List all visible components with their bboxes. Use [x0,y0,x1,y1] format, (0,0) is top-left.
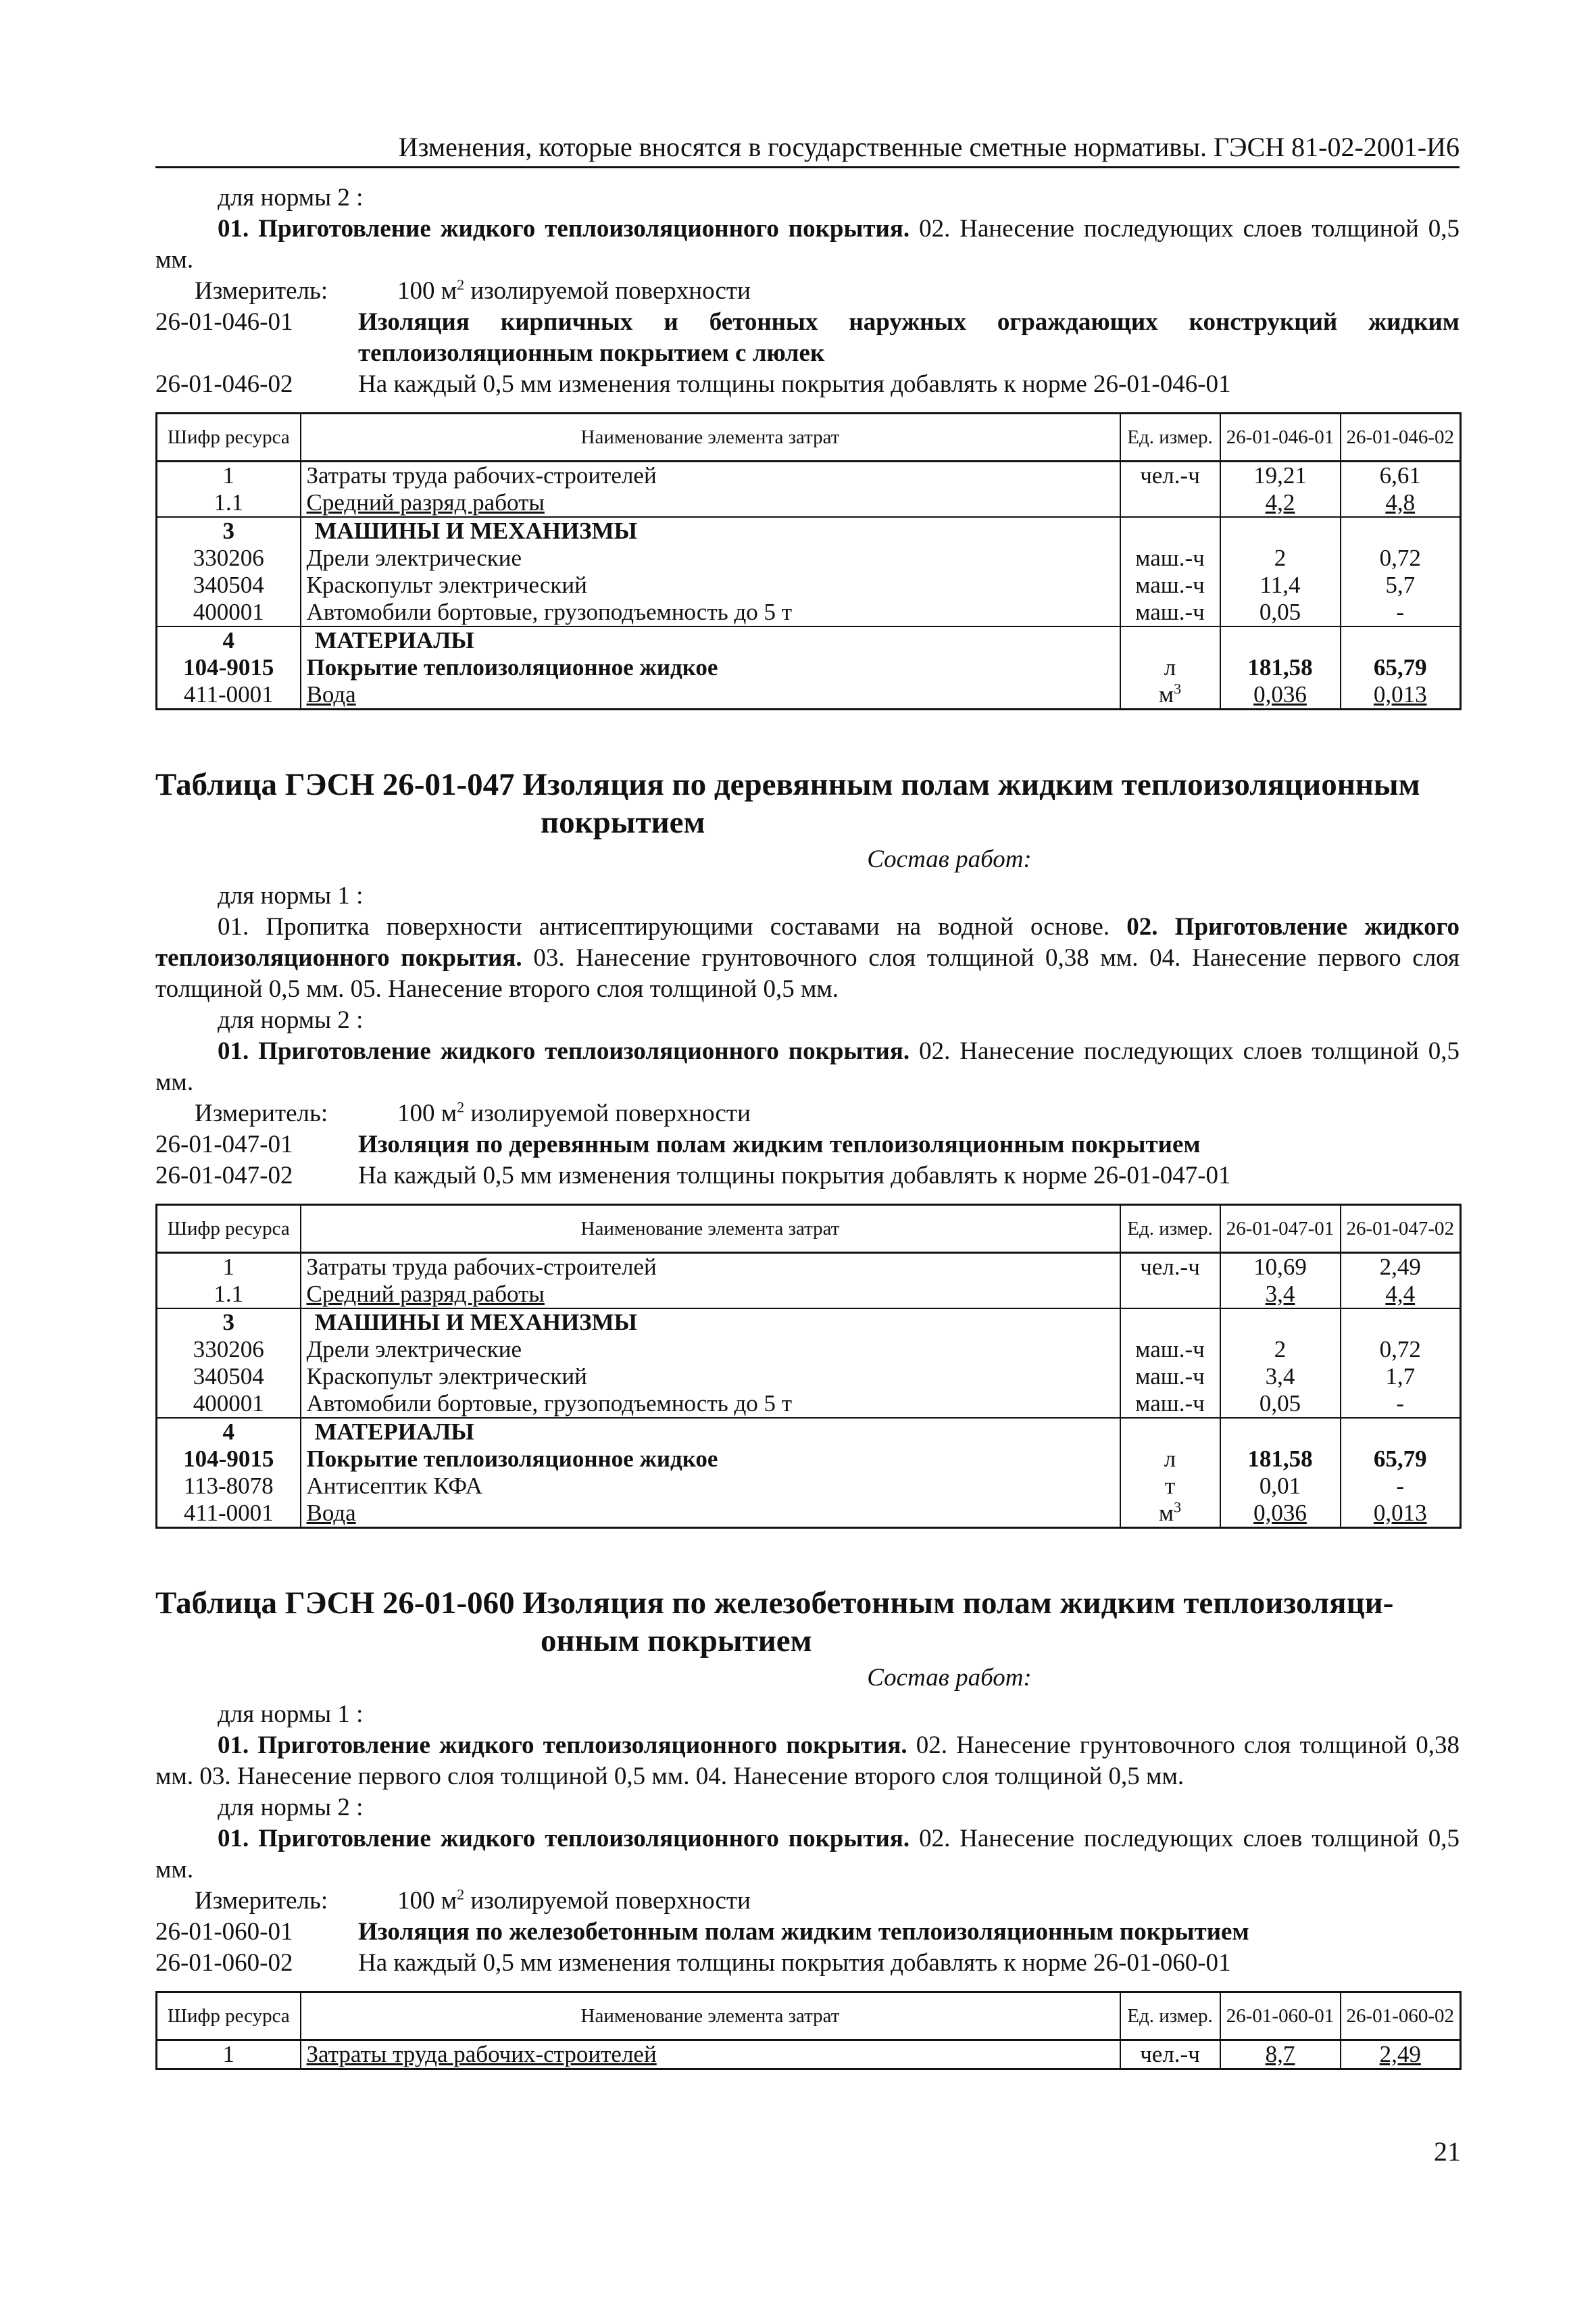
cell-unit-text: маш.-ч [1135,1390,1205,1417]
cell-norm-a [1220,2040,1341,2069]
col-header-unit: Ед. измер. [1120,414,1220,462]
cell-unit [1120,1446,1220,1473]
cell-norm-a-text: 2 [1274,545,1287,571]
norm-desc: На каждый 0,5 мм изменения толщины покрытия добавлять к норме 26-01-047-01 [358,1162,1231,1189]
cell-norm-a [1220,681,1341,710]
cell-unit [1120,1336,1220,1363]
cell-norm-b [1341,599,1461,626]
title-line2: покрытием [541,805,705,840]
cell-norm-b-text: 4,8 [1385,489,1416,516]
cell-code: 1 [157,462,301,490]
measurer [155,276,1460,307]
cell-name [301,545,1120,572]
cell-unit-sup: 3 [1174,1498,1182,1516]
cell-name-text: Дрели электрические [306,1336,522,1362]
cell-code: 113-8078 [157,1473,301,1500]
norm2-work [155,1823,1460,1886]
cell-norm-b [1341,1390,1461,1418]
norm1-work [155,1730,1460,1792]
cell-name-text: Антисептик КФА [306,1473,483,1499]
cell-name-text: Средний разряд работы [306,489,545,516]
cell-norm-b-text: 2,49 [1379,1254,1421,1280]
norm2-label: для нормы 2 : [218,1006,364,1034]
cell-code: 400001 [157,599,301,626]
table-row [157,462,1461,490]
cell-name-text: Автомобили бортовые, грузоподъемность до 5 т [306,599,793,625]
measurer-tail: изолируемой поверхности [464,1887,751,1915]
col-header-norm-a: 26-01-047-01 [1220,1205,1341,1253]
work-bold: 01. Приготовление жидкого теплоизоляционного покрытия. [218,1731,907,1759]
cell-norm-a [1220,1363,1341,1390]
cell-name [301,654,1120,681]
cell-code: 3 [157,517,301,545]
cell-norm-b-text: 1,7 [1385,1363,1416,1389]
cell-unit [1120,1363,1220,1390]
section-047 [155,766,1460,1191]
col-header-norm-b: 26-01-047-02 [1341,1205,1461,1253]
norm2-work [155,1036,1460,1098]
col-header-norm-b: 26-01-060-02 [1341,1992,1461,2040]
norm-code: 26-01-046-02 [155,370,293,398]
cell-unit [1120,654,1220,681]
running-header: Изменения, которые вносятся в государственные сметные нормативы. ГЭСН 81-02-2001-И6 [155,130,1460,168]
cell-unit [1120,1473,1220,1500]
cell-norm-b [1341,2040,1461,2069]
cell-name [301,1473,1120,1500]
cell-name-text: Вода [306,681,356,708]
table-row [157,1253,1461,1281]
top-section [155,182,1460,400]
content [155,182,1460,2070]
col-header-code: Шифр ресурса [157,414,301,462]
cell-name [301,1446,1120,1473]
sostav-label: Состав работ: [867,1664,1032,1692]
cell-norm-a-text: 4,2 [1265,489,1295,516]
cell-norm-a [1220,1446,1341,1473]
cell-norm-b [1341,462,1461,490]
cell-norm-a [1220,1308,1341,1336]
cell-unit [1120,1253,1220,1281]
norm-desc: На каждый 0,5 мм изменения толщины покрытия добавлять к норме 26-01-046-01 [358,370,1231,398]
work-bold: 01. Приготовление жидкого теплоизоляционного покрытия. [218,1825,910,1852]
measurer-tail: изолируемой поверхности [464,277,751,305]
cell-norm-a [1220,545,1341,572]
measurer-sup: 2 [457,276,465,293]
work-part: 01. Пропитка поверхности антисептирующими составами на водной основе. [218,913,1127,941]
measurer-label: Измеритель: [195,277,328,305]
cell-name [301,1418,1120,1446]
col-header-name: Наименование элемента затрат [301,1992,1120,2040]
cell-norm-b-text: - [1396,599,1405,625]
cell-norm-b [1341,654,1461,681]
cell-norm-b-text: 0,013 [1373,681,1427,708]
cell-unit-text: чел.-ч [1140,1254,1200,1280]
cell-name [301,599,1120,626]
cell-unit-text: м [1158,1500,1174,1526]
cell-norm-a [1220,626,1341,654]
cell-unit [1120,545,1220,572]
table-row [157,1500,1461,1528]
norm-desc: Изоляция по деревянным полам жидким теплоизоляционным покрытием [358,1131,1201,1158]
work-bold: 01. Приготовление жидкого теплоизоляционного покрытия. [218,1037,910,1065]
cell-unit-text: л [1164,654,1176,681]
cell-unit-text: маш.-ч [1135,545,1205,571]
cell-norm-a-text: 0,036 [1253,681,1307,708]
cell-norm-a [1220,1418,1341,1446]
cell-norm-b-text: - [1396,1390,1405,1417]
measurer-value: 100 м [397,1100,457,1127]
table-row [157,654,1461,681]
measurer-sup: 2 [457,1886,465,1903]
cell-name [301,1390,1120,1418]
header-row [157,1992,1461,2040]
table-row [157,572,1461,599]
cell-norm-b-text: 0,013 [1373,1500,1427,1526]
cell-norm-b [1341,1336,1461,1363]
cell-name [301,517,1120,545]
cell-norm-a [1220,654,1341,681]
cell-name-text: Покрытие теплоизоляционное жидкое [306,1446,718,1472]
cell-code: 330206 [157,1336,301,1363]
cell-norm-a-text: 10,69 [1253,1254,1307,1280]
cell-code: 4 [157,1418,301,1446]
cell-norm-a-text: 8,7 [1265,2041,1295,2067]
col-header-norm-b: 26-01-046-02 [1341,414,1461,462]
measurer-value: 100 м [397,277,457,305]
norm-desc: Изоляция по железобетонным полам жидким теплоизоляционным покрытием [358,1918,1249,1946]
cell-norm-a [1220,1473,1341,1500]
cell-norm-b-text: 4,4 [1385,1281,1416,1307]
cell-norm-a-text: 11,4 [1260,572,1301,598]
cell-unit-text: маш.-ч [1135,1363,1205,1389]
cell-norm-b [1341,1418,1461,1446]
cell-norm-a-text: 3,4 [1265,1363,1295,1389]
col-header-name: Наименование элемента затрат [301,414,1120,462]
cell-code: 330206 [157,545,301,572]
resource-table-046 [155,412,1462,710]
table-row [157,2040,1461,2069]
cell-name [301,572,1120,599]
cell-norm-a-text: 0,036 [1253,1500,1307,1526]
cell-unit-text: т [1164,1473,1176,1499]
cell-norm-b [1341,572,1461,599]
cell-unit-text: маш.-ч [1135,599,1205,625]
cell-name-text: МАТЕРИАЛЫ [314,627,474,654]
cell-norm-a [1220,462,1341,490]
cell-norm-b [1341,1446,1461,1473]
table-row [157,1363,1461,1390]
cell-code: 340504 [157,1363,301,1390]
cell-unit [1120,517,1220,545]
measurer-tail: изолируемой поверхности [464,1100,751,1127]
cell-norm-b [1341,1500,1461,1528]
norm-code: 26-01-047-01 [155,1131,293,1158]
cell-name-text: Затраты труда рабочих-строителей [306,2041,657,2067]
cell-name [301,626,1120,654]
cell-norm-b-text: 0,72 [1379,1336,1421,1362]
resource-table-060 [155,1991,1462,2070]
cell-unit [1120,489,1220,517]
cell-name [301,489,1120,517]
norm2-label: для нормы 2 : [218,1794,364,1821]
measurer-label: Измеритель: [195,1887,328,1915]
norm-code: 26-01-046-01 [155,308,293,336]
norm-code-row [155,307,1460,369]
cell-name [301,1308,1120,1336]
resource-table-047 [155,1204,1462,1529]
cell-unit-sup: 3 [1174,680,1182,697]
norm2-label: для нормы 2 : [218,184,364,212]
cell-norm-b-text: 65,79 [1373,654,1427,681]
measurer-label: Измеритель: [195,1100,328,1127]
cell-unit-text: маш.-ч [1135,1336,1205,1362]
cell-name [301,1336,1120,1363]
cell-norm-b-text: 6,61 [1379,462,1421,489]
cell-norm-a-text: 2 [1274,1336,1287,1362]
measurer-value: 100 м [397,1887,457,1915]
cell-unit [1120,462,1220,490]
cell-norm-a-text: 19,21 [1253,462,1307,489]
norm-code: 26-01-047-02 [155,1162,293,1189]
cell-name-text: Вода [306,1500,356,1526]
cell-norm-a [1220,1253,1341,1281]
cell-norm-a [1220,1336,1341,1363]
work-rest: 02. Нанесение последующих слоев толщиной 0,5 мм. [155,215,1460,274]
cell-norm-a [1220,1500,1341,1528]
cell-unit-text: м [1158,681,1174,708]
cell-unit [1120,572,1220,599]
work-rest: 02. Нанесение последующих слоев толщиной 0,5 мм. [155,1037,1460,1096]
cell-norm-b [1341,1363,1461,1390]
cell-unit [1120,1390,1220,1418]
cell-unit-text: маш.-ч [1135,572,1205,598]
cell-unit [1120,626,1220,654]
cell-norm-a-text: 3,4 [1265,1281,1295,1307]
header-row [157,414,1461,462]
cell-name [301,1500,1120,1528]
norm-code-row [155,1160,1460,1191]
cell-unit [1120,1308,1220,1336]
cell-unit-text: чел.-ч [1140,2041,1200,2067]
cell-norm-b-text: - [1396,1473,1405,1499]
cell-unit [1120,2040,1220,2069]
cell-name-text: Краскопульт электрический [306,572,587,598]
measurer [155,1098,1460,1129]
cell-norm-b [1341,489,1461,517]
cell-norm-a [1220,1281,1341,1308]
cell-norm-b [1341,545,1461,572]
norm1-label: для нормы 1 : [218,1700,364,1728]
cell-unit [1120,1281,1220,1308]
norm1-work [155,912,1460,1005]
cell-norm-a-text: 0,05 [1259,599,1301,625]
cell-norm-b [1341,1473,1461,1500]
table-row [157,1308,1461,1336]
table-title [155,766,1460,841]
col-header-norm-a: 26-01-060-01 [1220,1992,1341,2040]
cell-name-text: Дрели электрические [306,545,522,571]
norm-code: 26-01-060-01 [155,1918,293,1946]
cell-unit [1120,1418,1220,1446]
page-number: 21 [1434,2136,1461,2167]
cell-code: 400001 [157,1390,301,1418]
title-line2: онным покрытием [541,1623,812,1658]
cell-norm-b-text: 65,79 [1373,1446,1427,1472]
cell-code: 340504 [157,572,301,599]
cell-norm-a [1220,572,1341,599]
table-row [157,626,1461,654]
cell-norm-a [1220,599,1341,626]
cell-code: 1 [157,1253,301,1281]
cell-norm-b [1341,1308,1461,1336]
norm1-label: для нормы 1 : [218,882,364,910]
work-rest: 02. Нанесение последующих слоев толщиной 0,5 мм. [155,1825,1460,1884]
table-title [155,1584,1460,1660]
title-line1: Таблица ГЭСН 26-01-060 Изоляция по железобетонным полам жидким теплоизоляци- [155,1585,1394,1621]
table-row [157,1281,1461,1308]
cell-norm-a-text: 0,05 [1259,1390,1301,1417]
sostav-label: Состав работ: [867,845,1032,873]
cell-name [301,681,1120,710]
col-header-code: Шифр ресурса [157,1205,301,1253]
table-row [157,545,1461,572]
norm-code: 26-01-060-02 [155,1949,293,1977]
cell-code: 1.1 [157,1281,301,1308]
norm-desc: На каждый 0,5 мм изменения толщины покрытия добавлять к норме 26-01-060-01 [358,1949,1231,1977]
work-bold: 02. Приготовление жидкого теплоизоляционного покрытия. [155,913,1460,972]
cell-norm-a [1220,517,1341,545]
table-row [157,1336,1461,1363]
col-header-name: Наименование элемента затрат [301,1205,1120,1253]
cell-name [301,1253,1120,1281]
cell-norm-b-text: 5,7 [1385,572,1416,598]
norm-code-row [155,1917,1460,1948]
cell-name-text: МАШИНЫ И МЕХАНИЗМЫ [314,518,638,544]
cell-code: 3 [157,1308,301,1336]
table-row [157,1473,1461,1500]
cell-norm-b [1341,1281,1461,1308]
table-row [157,489,1461,517]
cell-code: 104-9015 [157,654,301,681]
cell-norm-b [1341,626,1461,654]
table-row [157,517,1461,545]
norm-code-row [155,1948,1460,1979]
header-row [157,1205,1461,1253]
cell-norm-b [1341,517,1461,545]
table-row [157,599,1461,626]
cell-code: 4 [157,626,301,654]
cell-code: 411-0001 [157,681,301,710]
cell-unit [1120,681,1220,710]
cell-unit [1120,1500,1220,1528]
table-row [157,681,1461,710]
work-bold: 01. Приготовление жидкого теплоизоляционного покрытия. [218,215,910,243]
table-row [157,1446,1461,1473]
cell-code: 411-0001 [157,1500,301,1528]
cell-code: 1 [157,2040,301,2069]
cell-name [301,1363,1120,1390]
cell-name-text: Покрытие теплоизоляционное жидкое [306,654,718,681]
cell-norm-a-text: 181,58 [1247,1446,1313,1472]
table-row [157,1390,1461,1418]
cell-norm-a [1220,489,1341,517]
col-header-unit: Ед. измер. [1120,1205,1220,1253]
table-row [157,1418,1461,1446]
measurer [155,1886,1460,1917]
cell-norm-b-text: 0,72 [1379,545,1421,571]
cell-name-text: Автомобили бортовые, грузоподъемность до 5 т [306,1390,793,1417]
cell-name-text: Средний разряд работы [306,1281,545,1307]
cell-unit-text: л [1164,1446,1176,1472]
measurer-sup: 2 [457,1098,465,1116]
cell-norm-b [1341,1253,1461,1281]
cell-name-text: МАШИНЫ И МЕХАНИЗМЫ [314,1309,638,1335]
cell-norm-a-text: 181,58 [1247,654,1313,681]
cell-unit [1120,599,1220,626]
col-header-unit: Ед. измер. [1120,1992,1220,2040]
cell-name [301,1281,1120,1308]
cell-name [301,2040,1120,2069]
norm-code-row [155,369,1460,400]
cell-norm-a [1220,1390,1341,1418]
work-part: 03. Нанесение грунтовочного слоя толщиной 0,38 мм. 04. Нанесение первого слоя толщиной 0,5 мм. 05. Нанесение второго слоя толщиной 0,5 мм. [155,944,1460,1003]
cell-norm-b-text: 2,49 [1379,2041,1421,2067]
section-060 [155,1584,1460,1979]
cell-norm-b [1341,681,1461,710]
norm2-work [155,214,1460,276]
cell-code: 104-9015 [157,1446,301,1473]
cell-name-text: МАТЕРИАЛЫ [314,1419,474,1445]
col-header-norm-a: 26-01-046-01 [1220,414,1341,462]
col-header-code: Шифр ресурса [157,1992,301,2040]
cell-unit-text: чел.-ч [1140,462,1200,489]
title-line1: Таблица ГЭСН 26-01-047 Изоляция по деревянным полам жидким теплоизоляционным [155,767,1420,802]
norm-desc: Изоляция кирпичных и бетонных наружных ограждающих конструкций жидким теплоизоляционным покрытием с люлек [358,308,1460,367]
cell-name [301,462,1120,490]
cell-name-text: Затраты труда рабочих-строителей [306,1254,657,1280]
cell-name-text: Краскопульт электрический [306,1363,587,1389]
cell-norm-a-text: 0,01 [1259,1473,1301,1499]
cell-code: 1.1 [157,489,301,517]
work-part: 02. Нанесение грунтовочного слоя толщиной 0,38 мм. 03. Нанесение первого слоя толщиной 0,5 мм. 04. Нанесение второго слоя толщиной 0,5 мм. [155,1731,1460,1790]
norm-code-row [155,1129,1460,1160]
cell-name-text: Затраты труда рабочих-строителей [306,462,657,489]
